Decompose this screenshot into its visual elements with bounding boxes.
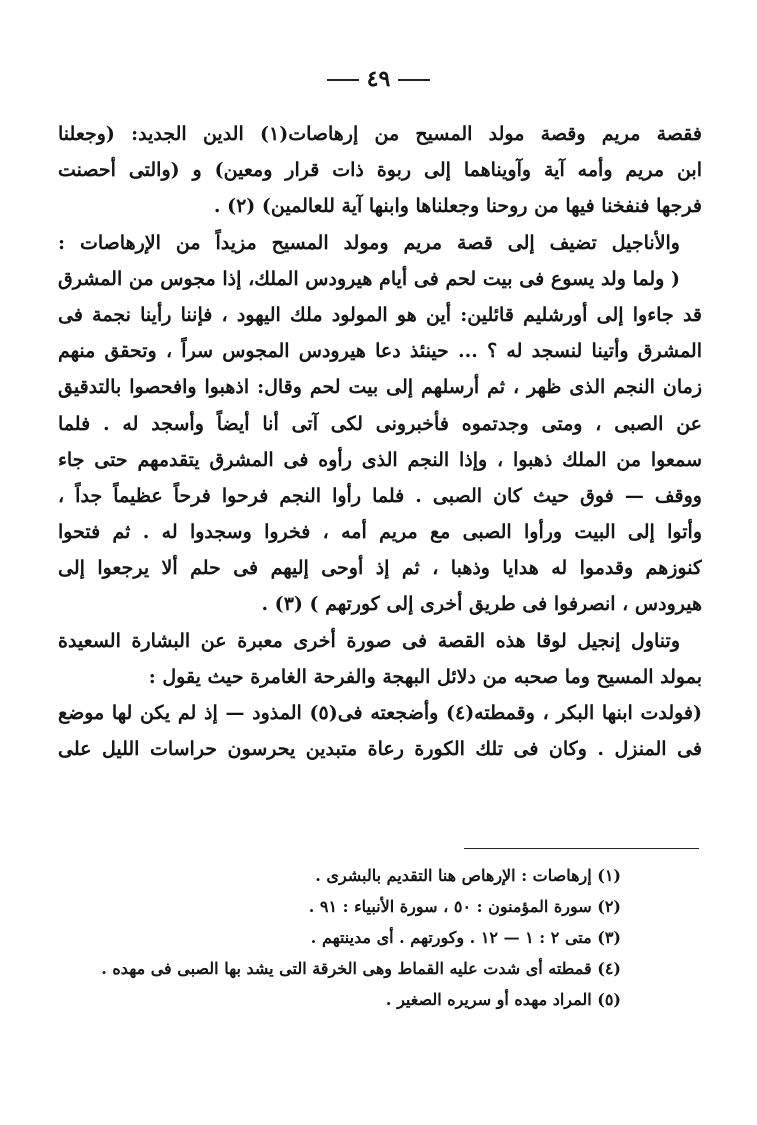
header-dash-left: [327, 79, 359, 81]
text-line: فقصة مريم وقصة مولد المسيح من إرهاصات(١) الدين الجديد: (وجعلنا: [58, 123, 702, 145]
text-line: كنوزهم وقدموا له هدايا وذهبا ، ثم إذ أوحى إليهم فى حلم ألا يرجعوا إلى: [58, 557, 702, 580]
footnote: (٢) سورة المؤمنون : ٥٠ ، سورة الأنبياء : ٩١ .: [308, 897, 621, 916]
footnote: (٣) متى ٢ : ١ — ١٢ . وكورتهم . أى مدينتهم .: [310, 928, 621, 947]
text-line: وأتوا إلى البيت ورأوا الصبى مع مريم أمه ، فخروا وسجدوا له . ثم فتحوا: [58, 521, 702, 544]
page-number: ٤٩: [366, 66, 391, 92]
text-line: زمان النجم الذى ظهر ، ثم أرسلهم إلى بيت لحم وقال: اذهبوا وافحصوا بالتدقيق: [58, 376, 702, 399]
text-line: هيرودس ، انصرفوا فى طريق أخرى إلى كورتهم ) (٣) .: [261, 593, 702, 616]
text-line: وتناول إنجيل لوقا هذه القصة فى صورة أخرى معبرة عن البشارة السعيدة: [58, 629, 680, 652]
page-number-header: [0, 64, 757, 94]
footnote: (٥) المراد مهده أو سريره الصغير .: [385, 990, 621, 1009]
text-line: والأناجيل تضيف إلى قصة مريم ومولد المسيح مزيداً من الإرهاصات :: [58, 231, 680, 254]
text-line: ووقف — فوق حيث كان الصبى . فلما رأوا النجم فرحوا فرحاً عظيماً جداً ،: [58, 484, 702, 507]
text-line: سمعوا من الملك ذهبوا ، وإذا النجم الذى رأوه فى المشرق يتقدمهم حتى جاء: [58, 448, 702, 471]
text-line: بمولد المسيح وما صحبه من دلائل البهجة والفرحة الغامرة حيث يقول :: [148, 665, 702, 688]
text-line: فى المنزل . وكان فى تلك الكورة رعاة متبدين يحرسون حراسات الليل على: [58, 738, 702, 761]
main-text-body: [58, 116, 702, 767]
text-line: قد جاءوا إلى أورشليم قائلين: أين هو المولود ملك اليهود ، فإننا رأينا نجمة فى: [58, 303, 702, 326]
text-line: المشرق وأتينا لنسجد له ؟ ... حينئذ دعا هيرودس المجوس سراً ، وتحقق منهم: [58, 340, 702, 363]
footnote: (١) إرهاصات : الإرهاص هنا التقديم بالبشرى .: [315, 866, 621, 885]
footnotes-section: [101, 860, 621, 1015]
text-line: فرجها فنفخنا فيها من روحنا وجعلناها وابنها آية للعالمين) (٢) .: [213, 195, 702, 218]
text-line: ( ولما ولد يسوع فى بيت لحم فى أيام هيرودس الملك، إذا مجوس من المشرق: [58, 267, 680, 290]
text-line: عن الصبى ، ومتى وجدتموه فأخبرونى لكى آتى أنا أيضاً وأسجد له . فلما: [58, 412, 702, 435]
text-line: (فولدت ابنها البكر ، وقمطته(٤) وأضجعته فى(٥) المذود — إذ لم يكن لها موضع: [58, 702, 702, 724]
footnote-separator: [464, 848, 699, 849]
text-line: ابن مريم وأمه آية وآويناهما إلى ربوة ذات قرار ومعين) و (والتى أحصنت: [58, 159, 702, 182]
footnote: (٤) قمطته أى شدت عليه القماط وهى الخرقة التى يشد بها الصبى فى مهده .: [101, 959, 621, 978]
header-dash-right: [398, 79, 430, 81]
